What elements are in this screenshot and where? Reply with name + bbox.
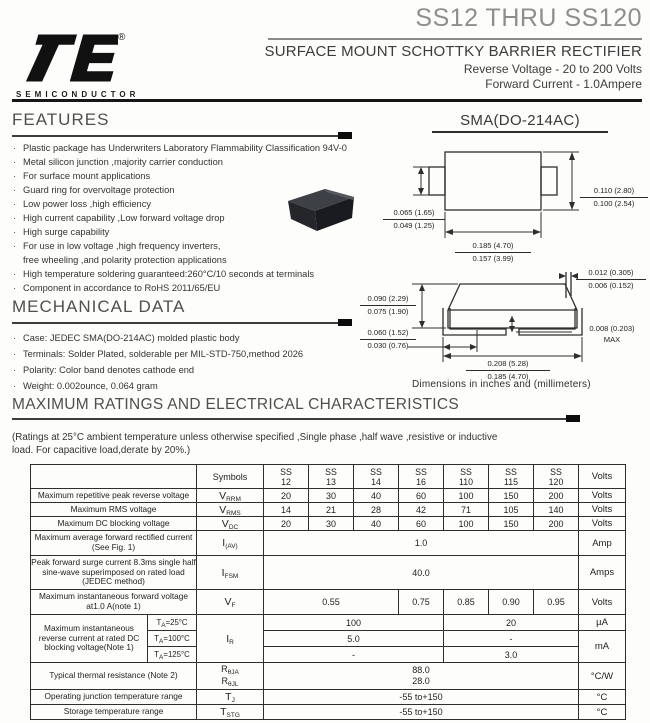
feature-item: · For surface mount applications	[13, 171, 151, 181]
value-cell: 100	[444, 489, 489, 503]
value-cell: -55 to+150	[264, 705, 579, 720]
value-cell: 40	[354, 489, 399, 503]
symbol-cell: TSTG	[197, 705, 264, 720]
title-rule	[268, 38, 642, 40]
value-cell: 40.0	[264, 556, 579, 590]
value-cell: 14	[264, 503, 309, 517]
value-cell: 28	[354, 503, 399, 517]
bullet: ·	[13, 185, 17, 195]
unit-cell: °C/W	[579, 663, 626, 690]
feature-item: · Metal silicon junction ,majority carrier conduction	[13, 157, 223, 167]
value-cell: 42	[399, 503, 444, 517]
logo-caption: SEMICONDUCTOR	[16, 90, 140, 99]
mechanical-item: · Weight: 0.002ounce, 0.064 gram	[13, 378, 363, 394]
value-cell: 40	[354, 517, 399, 531]
value-cell: 140	[534, 503, 579, 517]
table-row-tstg	[31, 705, 626, 720]
bullet	[13, 253, 23, 267]
param-cell: Maximum DC blocking voltage	[31, 517, 197, 531]
table-header-row	[31, 465, 626, 489]
param-cell: Typical thermal resistance (Note 2)	[31, 663, 197, 690]
dim-tab-width: 0.065 (1.65) 0.049 (1.25)	[383, 208, 445, 230]
part-header-ss14: SS 14	[354, 465, 399, 489]
feature-item: · Plastic package has Underwriters Laboratory Flammability Classification 94V-0	[13, 143, 347, 153]
unit-cell: Amp	[579, 531, 626, 556]
table-row-tj	[31, 690, 626, 705]
value-cell: 20	[264, 517, 309, 531]
ratings-table	[30, 464, 626, 720]
ratings-heading: MAXIMUM RATINGS AND ELECTRICAL CHARACTERISTICS	[12, 396, 459, 413]
feature-item: free wheeling ,and polarity protection applications	[13, 253, 363, 267]
dim-foot-length: 0.060 (1.52) 0.030 (0.76)	[360, 328, 416, 350]
unit-cell: °C	[579, 705, 626, 720]
value-cell: 71	[444, 503, 489, 517]
bullet: ·	[13, 381, 17, 391]
dim-body-width: 0.185 (4.70) 0.157 (3.99)	[455, 241, 531, 263]
param-cell: Maximum RMS voltage	[31, 503, 197, 517]
symbol-cell: VRMS	[197, 503, 264, 517]
symbol-cell: VRRM	[197, 489, 264, 503]
dimensions-caption: Dimensions in inches and (millimeters)	[412, 379, 591, 390]
reverse-voltage-line: Reverse Voltage - 20 to 200 Volts	[463, 62, 642, 76]
unit-cell: mA	[579, 631, 626, 663]
ratings-note-line1: (Ratings at 25°C ambient temperature unless otherwise specified ,Single phase ,half wave ,resistive or inductive	[12, 432, 498, 443]
mechanical-item: · Polarity: Color band denotes cathode end	[13, 362, 363, 378]
param-cell: Storage temperature range	[31, 705, 197, 720]
value-cell: 30	[309, 517, 354, 531]
value-cell: 60	[399, 489, 444, 503]
value-cell: -55 to+150	[264, 690, 579, 705]
value-cell: 200	[534, 517, 579, 531]
value-cell: 200	[534, 489, 579, 503]
value-cell: 88.0 28.0	[264, 663, 579, 690]
ta-condition-cell: $T_A=100^\circ C$	[148, 631, 197, 647]
value-cell: 60	[399, 517, 444, 531]
symbol-cell: IFSM	[197, 556, 264, 590]
feature-item: · High temperature soldering guaranteed:260°C/10 seconds at terminals	[13, 269, 315, 279]
param-cell: Peak forward surge current 8.3ms single half sine-wave superimposed on rated load (JEDEC method)	[31, 556, 197, 590]
value-cell: 20	[264, 489, 309, 503]
mechanical-heading: MECHANICAL DATA	[12, 297, 186, 316]
ratings-rule	[12, 418, 580, 420]
value-cell: 0.95	[534, 590, 579, 615]
value-cell: 100	[264, 615, 444, 631]
value-cell: -	[264, 647, 444, 663]
unit-cell: µA	[579, 615, 626, 631]
dim-overall-span: 0.208 (5.28) 0.185 (4.70)	[466, 359, 550, 381]
blank-header-cell	[31, 465, 197, 489]
table-row-vf	[31, 590, 626, 615]
symbol-cell: VF	[197, 590, 264, 615]
feature-item: · High surge capability	[13, 227, 110, 237]
product-title: SURFACE MOUNT SCHOTTKY BARRIER RECTIFIER	[264, 43, 642, 60]
value-cell: 1.0	[264, 531, 579, 556]
symbol-cell: I(AV)	[197, 531, 264, 556]
mechanical-item: · Terminals: Solder Plated, solderable per MIL-STD-750,method 2026	[13, 346, 363, 362]
value-cell: 150	[489, 517, 534, 531]
unit-cell: Amps	[579, 556, 626, 590]
part-header-ss120: SS 120	[534, 465, 579, 489]
features-rule	[12, 135, 352, 137]
unit-cell: Volts	[579, 489, 626, 503]
table-row-vrrm	[31, 489, 626, 503]
ratings-note	[12, 431, 497, 457]
unit-cell: Volts	[579, 503, 626, 517]
value-cell: 5.0	[264, 631, 444, 647]
feature-item: · Component in accordance to RoHS 2011/65/EU	[13, 283, 221, 293]
part-header-ss16: SS 16	[399, 465, 444, 489]
dim-body-height: 0.110 (2.80) 0.100 (2.54)	[580, 186, 648, 208]
header-rule	[12, 99, 642, 102]
symbol-cell: $R_{\theta JA}$ $R_{\theta JL}$	[197, 663, 264, 690]
value-cell: 150	[489, 489, 534, 503]
bullet: ·	[13, 333, 17, 343]
feature-item: · For use in low voltage ,high frequency inverters,	[13, 241, 221, 251]
value-cell: 30	[309, 489, 354, 503]
part-header-ss110: SS 110	[444, 465, 489, 489]
symbol-cell: TJ	[197, 690, 264, 705]
param-cell: Maximum repetitive peak reverse voltage	[31, 489, 197, 503]
table-row-vdc	[31, 517, 626, 531]
ratings-note-line2: load. For capacitive load,derate by 20%.)	[12, 445, 191, 456]
value-cell: 20	[444, 615, 579, 631]
dim-lead-thickness: 0.012 (0.305) 0.006 (0.152)	[576, 268, 646, 290]
param-cell: Maximum instantaneous forward voltage at1.0 A(note 1)	[31, 590, 197, 615]
bullet: ·	[13, 283, 17, 293]
symbol-cell: IR	[197, 615, 264, 663]
table-row-vrms	[31, 503, 626, 517]
param-cell: Maximum average forward rectified current (See Fig. 1)	[31, 531, 197, 556]
unit-cell: °C	[579, 690, 626, 705]
mechanical-rule	[12, 322, 352, 324]
bullet: ·	[13, 157, 17, 167]
feature-item: · Low power loss ,high efficiency	[13, 199, 151, 209]
part-header-ss12: SS 12	[264, 465, 309, 489]
unit-cell: Volts	[579, 590, 626, 615]
table-row-ir-25c	[31, 615, 626, 631]
brand-logo-icon	[16, 30, 118, 88]
bullet: ·	[13, 269, 17, 279]
package-photo	[282, 184, 358, 234]
bullet: ·	[13, 213, 17, 223]
bullet: ·	[13, 365, 17, 375]
bullet: ·	[13, 143, 17, 153]
param-cell: Maximum instantaneous reverse current at rated DC blocking voltage(Note 1)	[31, 615, 148, 663]
value-cell: -	[444, 631, 579, 647]
dim-profile-height: 0.090 (2.29) 0.075 (1.90)	[360, 294, 416, 316]
features-heading: FEATURES	[12, 110, 110, 129]
value-cell: 100	[444, 517, 489, 531]
part-header-ss115: SS 115	[489, 465, 534, 489]
param-cell: Operating junction temperature range	[31, 690, 197, 705]
value-cell: 0.85	[444, 590, 489, 615]
value-cell: 21	[309, 503, 354, 517]
bullet: ·	[13, 227, 17, 237]
feature-item: · High current capability ,Low forward voltage drop	[13, 213, 225, 223]
mechanical-item: · Case: JEDEC SMA(DO-214AC) molded plastic body	[13, 330, 363, 346]
value-cell: 0.90	[489, 590, 534, 615]
bullet: ·	[13, 241, 17, 251]
unit-cell: Volts	[579, 517, 626, 531]
table-row-iav	[31, 531, 626, 556]
bullet: ·	[13, 199, 17, 209]
package-side-view-diagram	[360, 268, 650, 380]
value-cell: 0.75	[399, 590, 444, 615]
mechanical-list	[13, 330, 363, 394]
value-cell: 0.55	[264, 590, 399, 615]
part-header-ss13: SS 13	[309, 465, 354, 489]
value-cell: 3.0	[444, 647, 579, 663]
table-row-thermal	[31, 663, 626, 690]
registered-trademark-icon: ®	[118, 32, 126, 43]
feature-item: · Guard ring for overvoltage protection	[13, 185, 175, 195]
ta-condition-cell: $T_A=125^\circ C$	[148, 647, 197, 663]
bullet: ·	[13, 171, 17, 181]
package-top-view-diagram	[383, 142, 650, 268]
symbol-cell: VDC	[197, 517, 264, 531]
forward-current-line: Forward Current - 1.0Ampere	[485, 77, 642, 91]
units-header-cell: Volts	[579, 465, 626, 489]
bullet: ·	[13, 349, 17, 359]
ta-condition-cell: $T_A=25^\circ C$	[148, 615, 197, 631]
part-range-title: SS12 THRU SS120	[415, 4, 642, 32]
package-outline-heading: SMA(DO-214AC)	[432, 112, 608, 133]
dim-standoff: 0.008 (0.203) MAX	[589, 324, 635, 344]
value-cell: 105	[489, 503, 534, 517]
symbols-header-cell: Symbols	[197, 465, 264, 489]
table-row-ifsm	[31, 556, 626, 590]
